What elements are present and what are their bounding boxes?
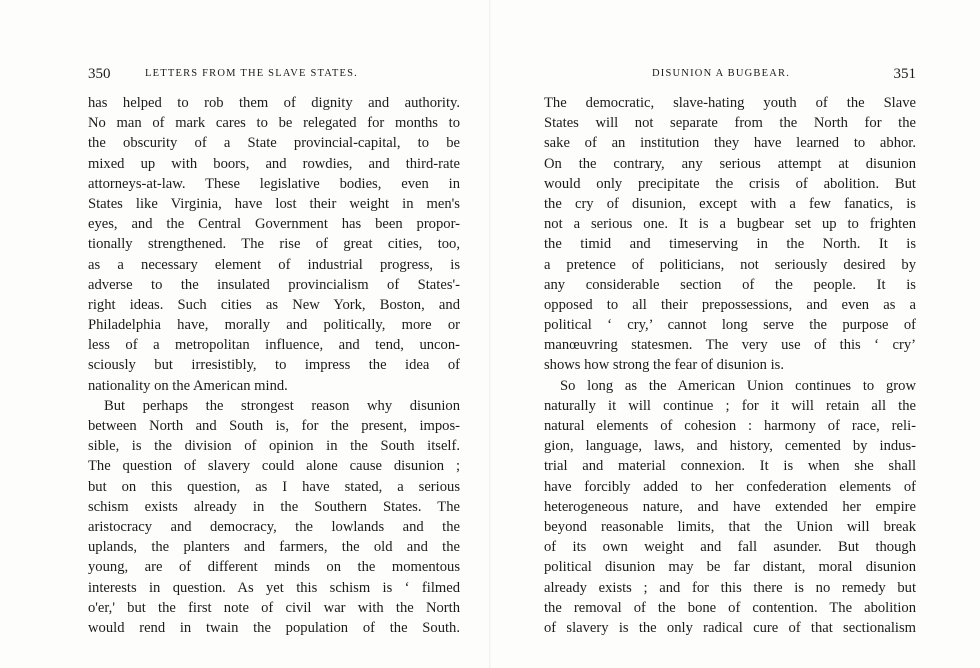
text-line: manœuvring statesmen. The very use of this ‘ cry’ bbox=[544, 337, 916, 354]
text-line: has helped to rob them of dignity and authority. bbox=[88, 95, 460, 111]
paragraph-end-line: shows how strong the fear of disunion is. bbox=[544, 357, 784, 374]
left-running-head: LETTERS FROM THE SLAVE STATES. bbox=[145, 68, 358, 79]
right-page bbox=[490, 0, 980, 668]
text-line: less of a metropolitan influence, and tend, uncon- bbox=[88, 337, 460, 354]
text-line: The question of slavery could alone cause disunion ; bbox=[88, 458, 460, 475]
paragraph-end-line: nationality on the American mind. bbox=[88, 377, 288, 394]
text-line: the obscurity of a State provincial-capital, to be bbox=[88, 135, 460, 152]
right-page-number: 351 bbox=[893, 66, 916, 82]
text-line: right ideas. Such cities as New York, Boston, and bbox=[88, 296, 460, 313]
text-line: the removal of the bone of contention. The abolition bbox=[544, 599, 916, 616]
text-line: but on this question, as I have stated, a serious bbox=[88, 478, 460, 495]
text-line: would only precipitate the crisis of abolition. But bbox=[544, 175, 916, 192]
text-line: of slavery is the only radical cure of that sectionalism bbox=[544, 619, 916, 636]
left-page-text bbox=[88, 93, 460, 638]
text-line: political disunion may be far distant, moral disunion bbox=[544, 559, 916, 576]
text-line: Philadelphia have, morally and politically, more or bbox=[88, 317, 460, 334]
text-line: would rend in twain the population of the South. bbox=[88, 619, 460, 636]
right-running-head: DISUNION A BUGBEAR. bbox=[652, 68, 791, 79]
text-line: No man of mark cares to be relegated for months to bbox=[88, 115, 460, 132]
text-line: political ‘ cry,’ cannot long serve the purpose of bbox=[544, 317, 916, 334]
text-line: adverse to the insulated provincialism of States'- bbox=[88, 276, 460, 293]
text-line: States like Virginia, have lost their weight in men's bbox=[88, 195, 460, 212]
paragraph-start-line: So long as the American Union continues to grow bbox=[560, 377, 916, 394]
text-line: interests in question. As yet this schism is ‘ filmed bbox=[88, 579, 460, 596]
text-line: eyes, and the Central Government has been propor- bbox=[88, 216, 460, 233]
text-line: natural elements of cohesion : harmony of race, reli- bbox=[544, 418, 916, 434]
text-line: schism exists already in the Southern States. The bbox=[88, 498, 460, 515]
text-line: not a serious one. It is a bugbear set up to frighten bbox=[544, 216, 916, 233]
text-line: have forcibly added to her confederation elements of bbox=[544, 478, 916, 495]
text-line: heterogeneous nature, and have extended her empire bbox=[544, 498, 916, 515]
text-line: uplands, the planters and farmers, the old and the bbox=[88, 539, 460, 556]
text-line: young, are of different minds on the momentous bbox=[88, 559, 460, 576]
text-line: naturally it will continue ; for it will retain all the bbox=[544, 397, 916, 414]
right-page-text bbox=[544, 93, 916, 638]
text-line: sake of an institution they have learned to abhor. bbox=[544, 135, 916, 152]
text-line: o'er,' but the first note of civil war with the North bbox=[88, 599, 460, 616]
text-line: trial and material connexion. It is when she shall bbox=[544, 458, 916, 475]
text-line: opposed to all their prepossessions, and even as a bbox=[544, 296, 916, 313]
text-line: the timid and timeserving in the North. It is bbox=[544, 236, 916, 253]
text-line: sciously but irresistibly, to impress the idea of bbox=[88, 357, 460, 374]
paragraph-start-line: But perhaps the strongest reason why disunion bbox=[104, 397, 460, 414]
text-line: the cry of disunion, except with a few fanatics, is bbox=[544, 195, 916, 212]
text-line: The democratic, slave-hating youth of the Slave bbox=[544, 95, 916, 111]
text-line: On the contrary, any serious attempt at disunion bbox=[544, 155, 916, 172]
text-line: beyond reasonable limits, that the Union will break bbox=[544, 518, 916, 535]
text-line: as a necessary element of industrial progress, is bbox=[88, 256, 460, 273]
text-line: tionally strengthened. The rise of great cities, too, bbox=[88, 236, 460, 253]
text-line: a pretence of politicians, not seriously desired by bbox=[544, 256, 916, 273]
right-page-header bbox=[548, 66, 916, 84]
left-page-number: 350 bbox=[88, 66, 111, 82]
text-line: already exists ; and for this there is no remedy but bbox=[544, 579, 916, 596]
text-line: sible, is the division of opinion in the South itself. bbox=[88, 438, 460, 455]
text-line: mixed up with boors, and rowdies, and third-rate bbox=[88, 155, 460, 172]
text-line: gion, language, laws, and history, cemented by indus- bbox=[544, 438, 916, 455]
text-line: attorneys-at-law. These legislative bodies, even in bbox=[88, 175, 460, 192]
left-page-header bbox=[88, 66, 458, 84]
text-line: any considerable section of the people. It is bbox=[544, 276, 916, 293]
text-line: States will not separate from the North for the bbox=[544, 115, 916, 132]
text-line: of its own weight and fall asunder. But though bbox=[544, 539, 916, 556]
text-line: aristocracy and democracy, the lowlands and the bbox=[88, 518, 460, 535]
text-line: between North and South is, for the present, impos- bbox=[88, 418, 460, 434]
